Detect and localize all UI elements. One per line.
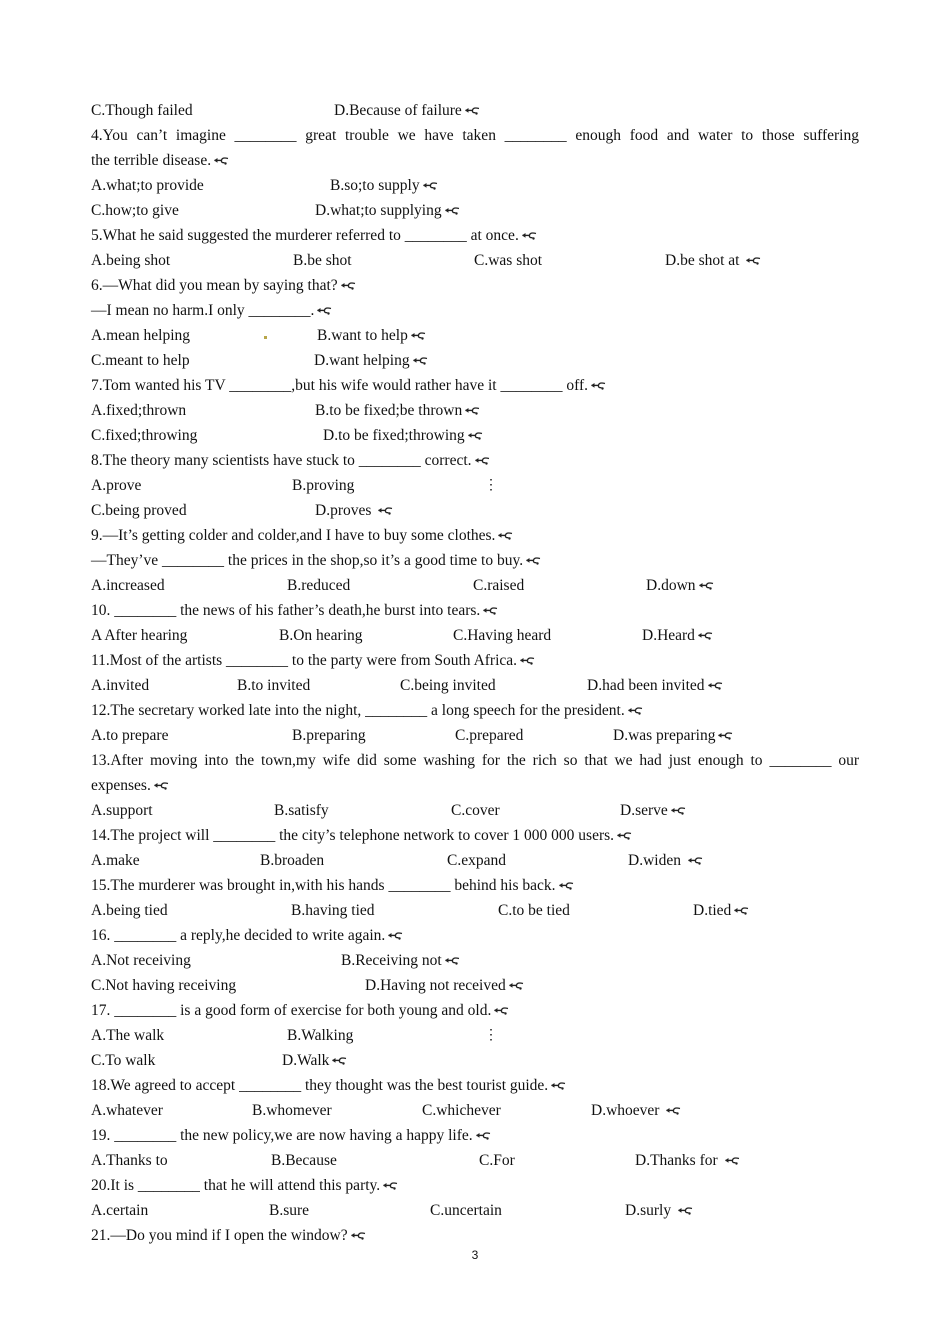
option-c: C.For <box>479 1152 515 1169</box>
option-a: A.what;to provide <box>91 177 204 194</box>
return-arrow-icon <box>475 1132 491 1141</box>
option-b: B.be shot <box>293 252 352 269</box>
option-a: A.support <box>91 802 153 819</box>
option-c: C.Having heard <box>453 627 552 644</box>
return-arrow-icon <box>464 107 480 116</box>
q21-stem: 21.—Do you mind if I open the window? <box>91 1223 366 1248</box>
return-arrow-icon <box>387 932 403 941</box>
option-d: D.down <box>646 573 714 598</box>
return-arrow-icon <box>412 357 428 366</box>
return-arrow-icon <box>508 982 524 991</box>
option-d: D.serve <box>620 798 686 823</box>
return-arrow-icon <box>697 632 713 641</box>
option-d: D.be shot at <box>665 248 761 273</box>
option-a: A.Not receiving <box>91 952 191 969</box>
option-c: C.to be tied <box>498 902 570 919</box>
option-d: D.to be fixed;throwing <box>323 423 483 448</box>
q6-line1: 6.—What did you mean by saying that? <box>91 273 356 298</box>
option-c: C.prepared <box>455 727 524 744</box>
option-b: B.to be fixed;be thrown <box>315 398 480 423</box>
return-arrow-icon <box>316 307 332 316</box>
option-b: B.broaden <box>260 852 325 869</box>
q12-stem: 12.The secretary worked late into the night, ________ a long speech for the president. <box>91 698 643 723</box>
q14-stem: 14.The project will ________ the city’s telephone network to cover 1 000 000 users. <box>91 823 632 848</box>
q13-stem-line2: expenses. <box>91 773 169 798</box>
q9-line2: —They’ve ________ the prices in the shop,so it’s a good time to buy. <box>91 548 541 573</box>
page-number: 3 <box>471 1248 479 1262</box>
q8-stem: 8.The theory many scientists have stuck to ________ correct. <box>91 448 490 473</box>
option-d: D.surly <box>625 1198 693 1223</box>
q18-stem: 18.We agreed to accept ________ they thought was the best tourist guide. <box>91 1073 566 1098</box>
return-arrow-icon <box>550 1082 566 1091</box>
return-arrow-icon <box>497 532 513 541</box>
q20-stem: 20.It is ________ that he will attend this party. <box>91 1173 398 1198</box>
option-c: C.whichever <box>422 1102 501 1119</box>
return-arrow-icon <box>745 257 761 266</box>
return-arrow-icon <box>724 1157 740 1166</box>
option-c: C.meant to help <box>91 352 190 369</box>
option-d: D.had been invited <box>587 673 723 698</box>
option-b: B.reduced <box>287 577 351 594</box>
return-arrow-icon <box>350 1232 366 1241</box>
return-arrow-icon <box>444 207 460 216</box>
option-a: A.The walk <box>91 1027 165 1044</box>
option-c: C.cover <box>451 802 500 819</box>
return-arrow-icon <box>525 557 541 566</box>
option-d: D.Thanks for <box>635 1148 740 1173</box>
option-c: C.was shot <box>474 252 543 269</box>
option-a: A.make <box>91 852 140 869</box>
option-d: D.what;to supplying <box>315 198 460 223</box>
q7-stem: 7.Tom wanted his TV ________,but his wife would rather have it ________ off. <box>91 373 606 398</box>
option-c: C.Not having receiving <box>91 977 237 994</box>
return-arrow-icon <box>331 1057 347 1066</box>
return-arrow-icon <box>677 1207 693 1216</box>
vertical-dots: ⋮ <box>484 478 498 493</box>
return-arrow-icon <box>558 882 574 891</box>
option-d: D.want helping <box>314 348 428 373</box>
q16-stem: 16. ________ a reply,he decided to write again. <box>91 923 403 948</box>
return-arrow-icon <box>213 157 229 166</box>
option-a: A.being shot <box>91 252 171 269</box>
return-arrow-icon <box>521 232 537 241</box>
option-b: B.having tied <box>291 902 375 919</box>
return-arrow-icon <box>377 507 393 516</box>
option-d: D.proves <box>315 498 393 523</box>
return-arrow-icon <box>410 332 426 341</box>
q13-stem-line1: 13.After moving into the town,my wife did some washing for the rich so that we had just enough to ________ our <box>91 752 859 769</box>
q19-stem: 19. ________ the new policy,we are now having a happy life. <box>91 1123 491 1148</box>
option-d: D.Having not received <box>365 973 524 998</box>
return-arrow-icon <box>482 607 498 616</box>
option-a: A.being tied <box>91 902 168 919</box>
q11-stem: 11.Most of the artists ________ to the party were from South Africa. <box>91 648 535 673</box>
option-c: C.expand <box>447 852 506 869</box>
return-arrow-icon <box>707 682 723 691</box>
option-c: C.how;to give <box>91 202 179 219</box>
option-b: B.satisfy <box>274 802 329 819</box>
option-b: B.Receiving not <box>341 948 460 973</box>
option-d: D.was preparing <box>613 723 733 748</box>
q4-stem-line1: 4.You can’t imagine ________ great trouble we have taken ________ enough food and water to those suffering <box>91 127 859 144</box>
option-d: D.tied <box>693 898 749 923</box>
speck-mark <box>264 336 267 339</box>
return-arrow-icon <box>467 432 483 441</box>
option-b: B.whomever <box>252 1102 332 1119</box>
return-arrow-icon <box>616 832 632 841</box>
option-c: C.fixed;throwing <box>91 427 198 444</box>
q17-stem: 17. ________ is a good form of exercise for both young and old. <box>91 998 509 1023</box>
option-a: A.invited <box>91 677 150 694</box>
option-b: B.Because <box>271 1152 337 1169</box>
option-d: D.Heard <box>642 623 713 648</box>
option-d: D.widen <box>628 848 703 873</box>
return-arrow-icon <box>698 582 714 591</box>
option-d: D.Because of failure <box>334 98 480 123</box>
option-a: A.mean helping <box>91 327 191 344</box>
return-arrow-icon <box>670 807 686 816</box>
option-b: B.want to help <box>317 323 426 348</box>
q15-stem: 15.The murderer was brought in,with his hands ________ behind his back. <box>91 873 574 898</box>
return-arrow-icon <box>444 957 460 966</box>
option-a: A.to prepare <box>91 727 169 744</box>
option-c: C.being invited <box>400 677 496 694</box>
return-arrow-icon <box>153 782 169 791</box>
option-c: C.Though failed <box>91 102 193 119</box>
option-b: B.sure <box>269 1202 310 1219</box>
option-c: C.raised <box>473 577 525 594</box>
option-c: C.To walk <box>91 1052 156 1069</box>
option-b: B.proving <box>292 477 355 494</box>
return-arrow-icon <box>733 907 749 916</box>
option-b: B.On hearing <box>279 627 363 644</box>
return-arrow-icon <box>717 732 733 741</box>
option-c: C.uncertain <box>430 1202 502 1219</box>
return-arrow-icon <box>519 657 535 666</box>
return-arrow-icon <box>474 457 490 466</box>
vertical-dots: ⋮ <box>484 1028 498 1043</box>
return-arrow-icon <box>464 407 480 416</box>
option-a: A.whatever <box>91 1102 163 1119</box>
return-arrow-icon <box>590 382 606 391</box>
option-b: B.so;to supply <box>330 173 438 198</box>
q10-stem: 10. ________ the news of his father’s death,he burst into tears. <box>91 598 498 623</box>
option-d: D.whoever <box>591 1098 681 1123</box>
option-a: A.prove <box>91 477 142 494</box>
return-arrow-icon <box>687 857 703 866</box>
option-b: B.Walking <box>287 1027 354 1044</box>
option-a: A.increased <box>91 577 165 594</box>
q4-stem-line2: the terrible disease. <box>91 148 229 173</box>
q9-line1: 9.—It’s getting colder and colder,and I have to buy some clothes. <box>91 523 513 548</box>
return-arrow-icon <box>340 282 356 291</box>
option-a: A After hearing <box>91 627 188 644</box>
return-arrow-icon <box>665 1107 681 1116</box>
option-c: C.being proved <box>91 502 187 519</box>
option-a: A.certain <box>91 1202 149 1219</box>
option-b: B.to invited <box>237 677 311 694</box>
q5-stem: 5.What he said suggested the murderer referred to ________ at once. <box>91 223 537 248</box>
return-arrow-icon <box>627 707 643 716</box>
option-d: D.Walk <box>282 1048 347 1073</box>
return-arrow-icon <box>493 1007 509 1016</box>
return-arrow-icon <box>382 1182 398 1191</box>
q6-line2: —I mean no harm.I only ________. <box>91 298 332 323</box>
return-arrow-icon <box>422 182 438 191</box>
option-b: B.preparing <box>292 727 366 744</box>
option-a: A.fixed;thrown <box>91 402 187 419</box>
option-a: A.Thanks to <box>91 1152 168 1169</box>
